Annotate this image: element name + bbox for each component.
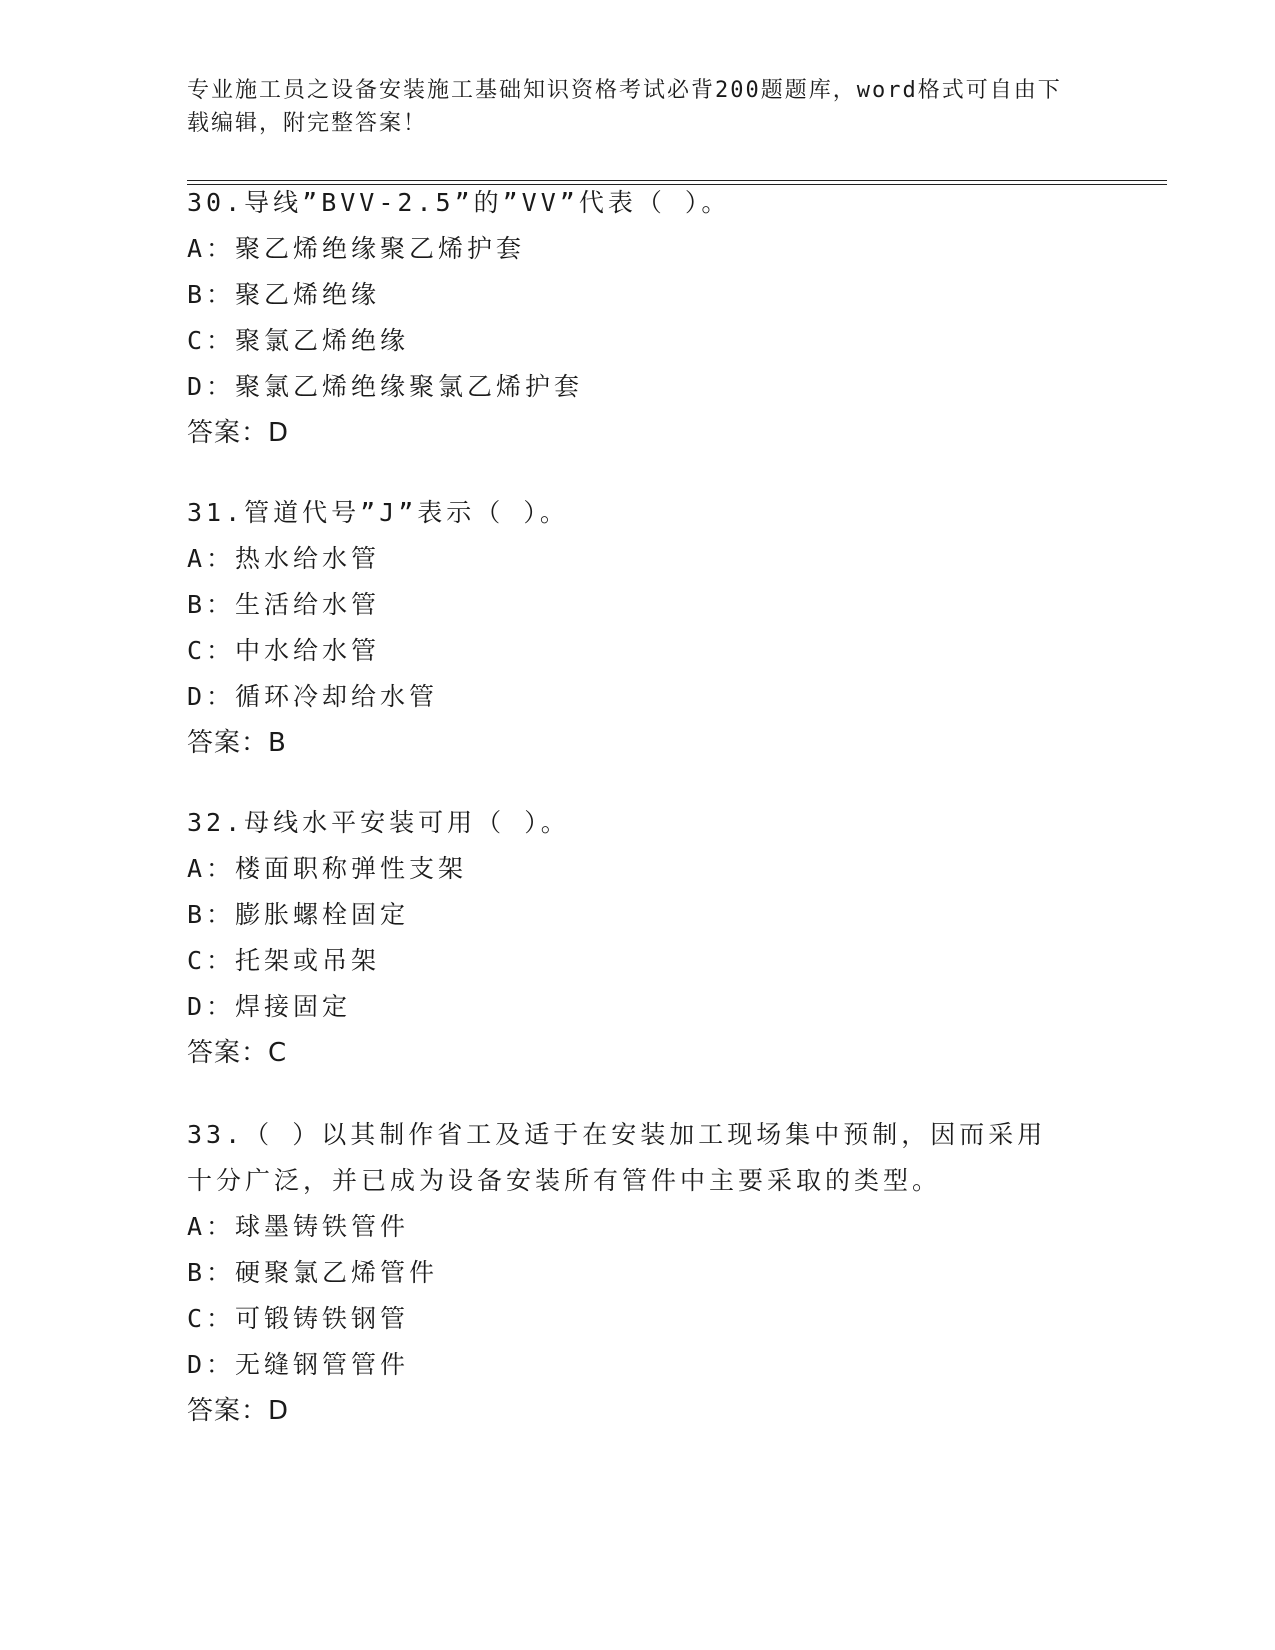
question-stem: 32.母线水平安装可用（ ）。 (187, 808, 570, 837)
option-b: B：硬聚氯乙烯管件 (187, 1258, 439, 1287)
option-a: A：球墨铸铁管件 (187, 1212, 410, 1241)
option-a: A：楼面职称弹性支架 (187, 854, 468, 883)
option-b: B：聚乙烯绝缘 (187, 280, 381, 309)
option-d: D：焊接固定 (187, 992, 352, 1021)
answer: 答案：D (187, 1396, 290, 1426)
option-c: C：聚氯乙烯绝缘 (187, 326, 410, 355)
option-d: D：无缝钢管管件 (187, 1350, 410, 1379)
answer: 答案：C (187, 1038, 288, 1068)
option-a: A：聚乙烯绝缘聚乙烯护套 (187, 234, 526, 263)
question-31 (187, 490, 1087, 766)
question-stem: 30.导线”BVV-2.5”的”VV”代表（ ）。 (187, 188, 731, 217)
option-b: B：膨胀螺栓固定 (187, 900, 410, 929)
option-d: D：循环冷却给水管 (187, 682, 439, 711)
question-stem: 33.（ ）以其制作省工及适于在安装加工现场集中预制，因而采用十分广泛，并已成为设备安装所有管件中主要采取的类型。 (187, 1120, 1047, 1195)
option-b: B：生活给水管 (187, 590, 381, 619)
question-stem: 31.管道代号”J”表示（ ）。 (187, 498, 569, 527)
question-30 (187, 180, 1087, 456)
question-32 (187, 800, 1087, 1076)
option-c: C：中水给水管 (187, 636, 381, 665)
option-c: C：托架或吊架 (187, 946, 381, 975)
question-33 (187, 1112, 1087, 1434)
option-c: C：可锻铸铁钢管 (187, 1304, 410, 1333)
option-d: D：聚氯乙烯绝缘聚氯乙烯护套 (187, 372, 584, 401)
answer: 答案：D (187, 418, 290, 448)
option-a: A：热水给水管 (187, 544, 381, 573)
answer: 答案：B (187, 728, 287, 758)
document-header: 专业施工员之设备安装施工基础知识资格考试必背200题题库，word格式可自由下载编辑，附完整答案！ (187, 78, 1062, 136)
